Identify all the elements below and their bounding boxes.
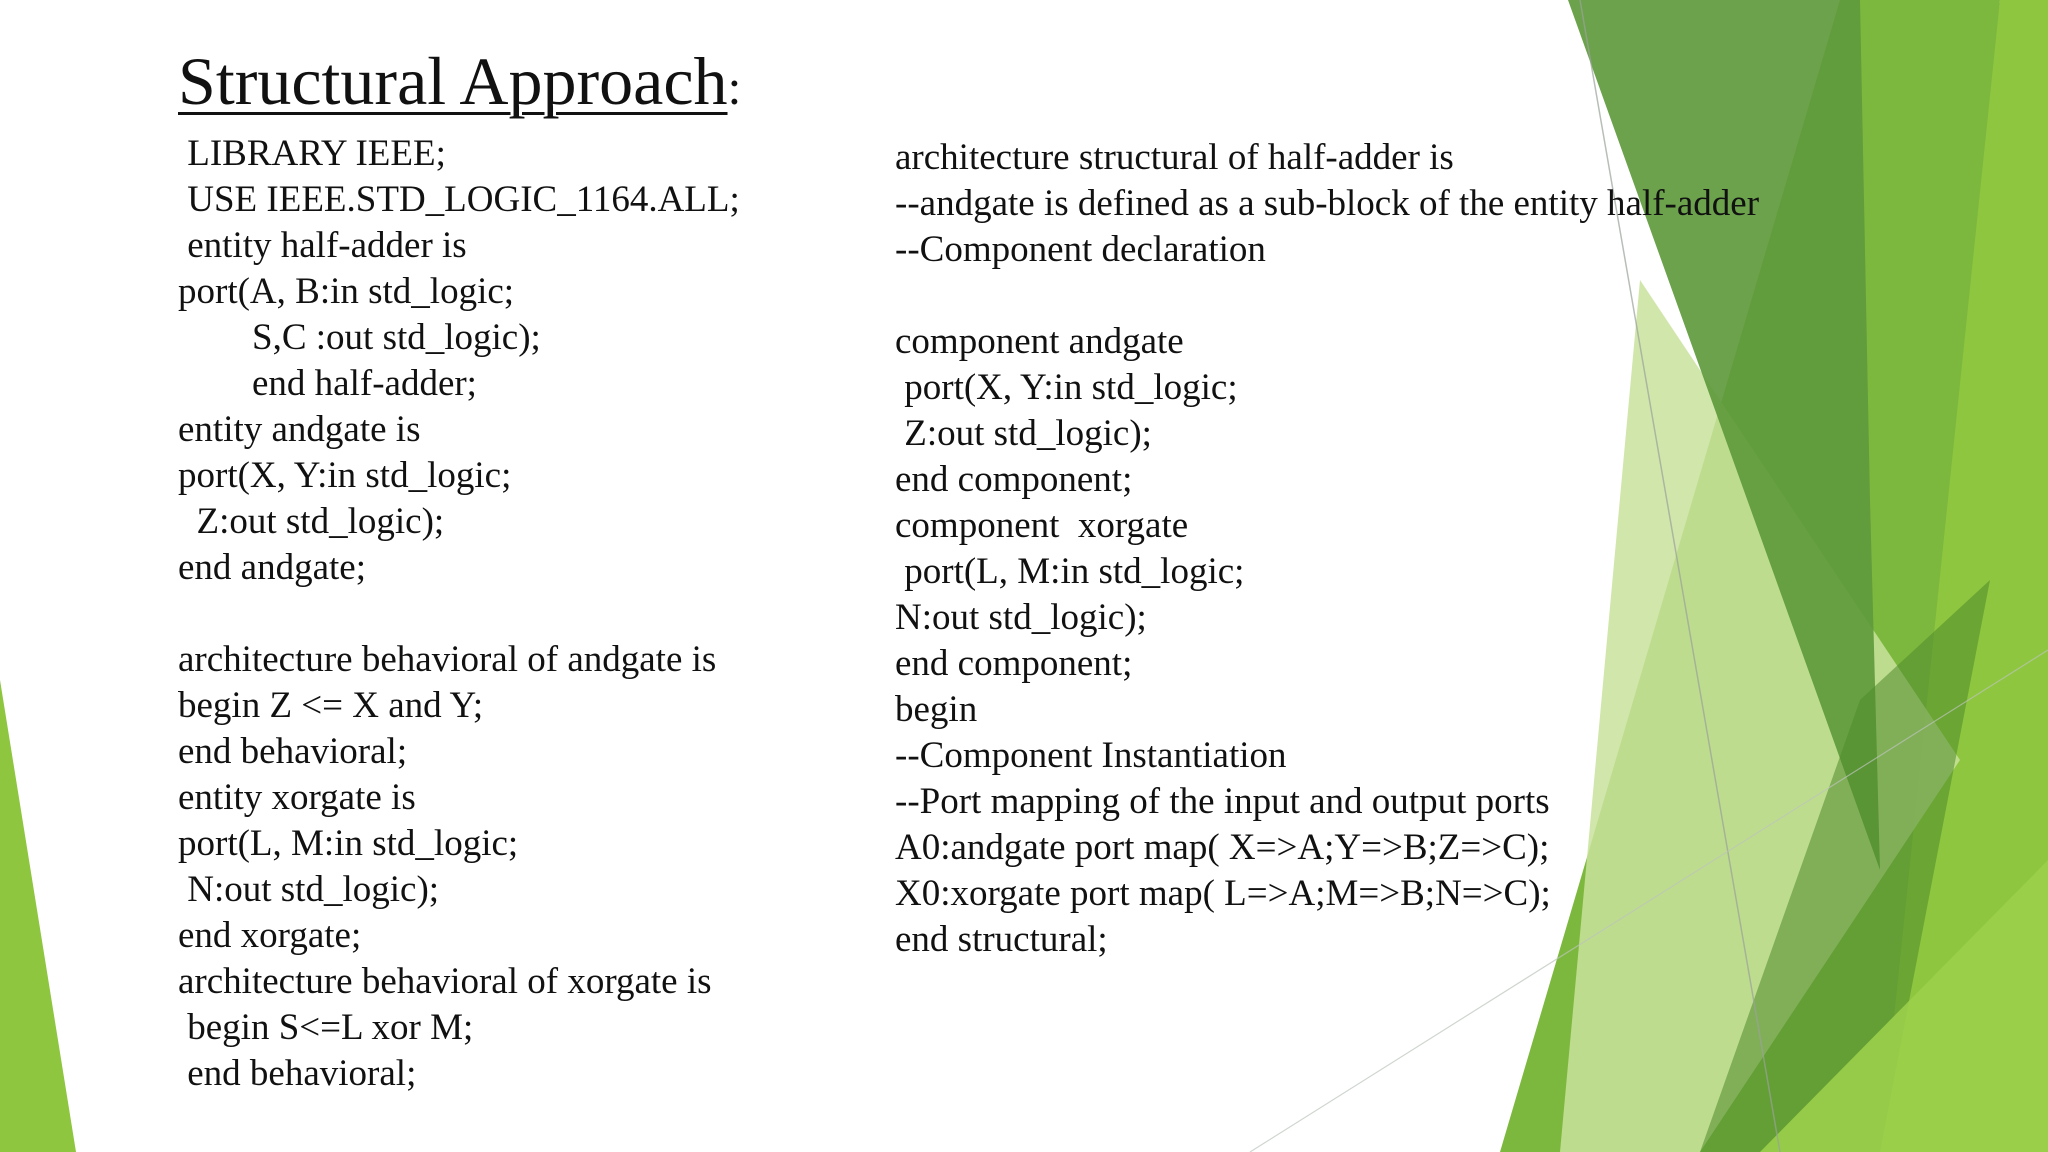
code-line: LIBRARY IEEE; [178,133,446,174]
code-line: S,C :out std_logic); [178,317,541,358]
right-code-block [895,135,1759,963]
code-line: end behavioral; [178,731,408,772]
code-line [895,273,1759,319]
code-line: --Component declaration [895,229,1266,270]
code-line: entity xorgate is [178,777,416,818]
code-line: end xorgate; [178,915,362,956]
code-line: architecture structural of half-adder is [895,137,1454,178]
slide-title [178,36,741,132]
code-line: USE IEEE.STD_LOGIC_1164.ALL; [178,179,740,220]
code-line: end half-adder; [178,363,477,404]
code-line: N:out std_logic); [178,869,440,910]
code-line: end structural; [895,919,1108,960]
code-line: port(X, Y:in std_logic; [178,455,512,496]
code-line: begin [895,689,978,730]
code-line: X0:xorgate port map( L=>A;M=>B;N=>C); [895,873,1551,914]
code-line: port(A, B:in std_logic; [178,271,515,312]
code-line: end behavioral; [178,1053,417,1094]
code-line: A0:andgate port map( X=>A;Y=>B;Z=>C); [895,827,1550,868]
code-line: --Port mapping of the input and output ports [895,781,1550,822]
code-line: end component; [895,459,1133,500]
code-line: N:out std_logic); [895,597,1147,638]
code-line: port(L, M:in std_logic; [895,551,1245,592]
code-line: end andgate; [178,547,366,588]
code-line: --Component Instantiation [895,735,1287,776]
code-line: end component; [895,643,1133,684]
left-code-block [178,131,740,1097]
code-line: port(X, Y:in std_logic; [895,367,1238,408]
code-line: component xorgate [895,505,1189,546]
code-line: Z:out std_logic); [895,413,1152,454]
code-line: architecture behavioral of xorgate is [178,961,712,1002]
code-line: entity half-adder is [178,225,467,266]
slide-title-text: Structural Approach [178,43,728,119]
code-line [178,591,740,637]
code-line: Z:out std_logic); [178,501,445,542]
code-line: begin S<=L xor M; [178,1007,474,1048]
code-line: begin Z <= X and Y; [178,685,484,726]
code-line: component andgate [895,321,1184,362]
code-line: --andgate is defined as a sub-block of the entity half-adder [895,183,1760,224]
slide-title-colon: : [727,59,742,115]
code-line: entity andgate is [178,409,421,450]
code-line: port(L, M:in std_logic; [178,823,519,864]
code-line: architecture behavioral of andgate is [178,639,717,680]
